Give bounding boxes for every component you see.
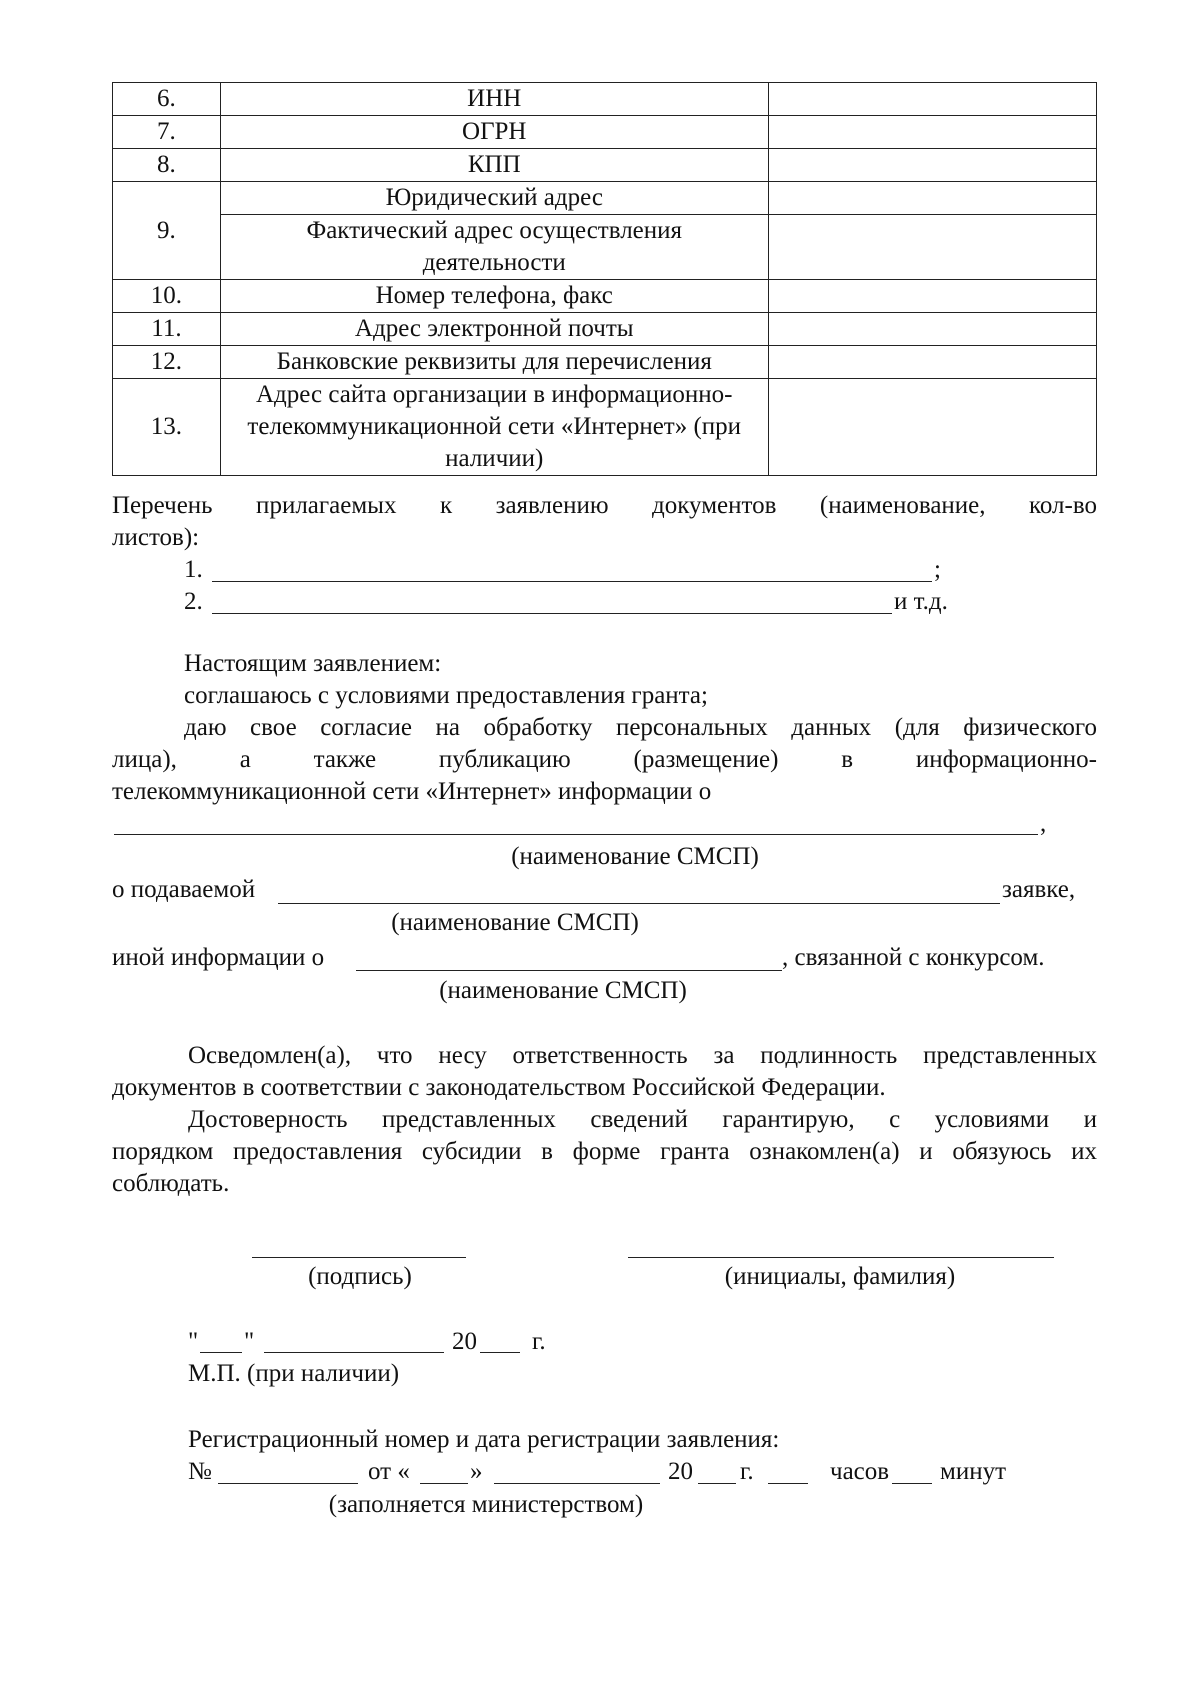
row-value-cell[interactable] — [768, 379, 1096, 476]
submitted-suffix: заявке, — [1002, 876, 1076, 903]
minutes-label: минут — [940, 1458, 1007, 1485]
signature-caption: (подпись) — [308, 1263, 412, 1290]
registration-minutes-field[interactable] — [892, 1483, 932, 1484]
row-number: 13. — [113, 379, 221, 476]
row-label: Банковские реквизиты для перечисления — [220, 346, 768, 379]
table-row — [113, 346, 1097, 379]
table-row — [113, 215, 1097, 280]
attachment-item-end: и т.д. — [894, 588, 948, 615]
registration-year-suffix: г. — [740, 1458, 754, 1485]
row-value-cell[interactable] — [768, 182, 1096, 215]
date-day-field[interactable] — [200, 1352, 242, 1353]
responsibility-p1-line1: Осведомлен(а), что несу ответственность за подлинность представленных — [188, 1042, 1097, 1069]
table-row — [113, 379, 1097, 476]
row-label: ИНН — [220, 83, 768, 116]
row-number: 12. — [113, 346, 221, 379]
row-value-cell[interactable] — [768, 149, 1096, 182]
row-label: Адрес сайта организации в информационно-телекоммуникационной сети «Интернет» (при наличии) — [220, 379, 768, 476]
row-number: 8. — [113, 149, 221, 182]
smsp-name-field-3[interactable] — [356, 970, 782, 971]
row-number: 10. — [113, 280, 221, 313]
table-row — [113, 182, 1097, 215]
name-caption: (инициалы, фамилия) — [724, 1263, 956, 1290]
table-row — [113, 280, 1097, 313]
from-label: от « — [368, 1458, 410, 1485]
hours-label: часов — [830, 1458, 890, 1485]
registration-day-field[interactable] — [420, 1483, 468, 1484]
smsp-name-field-1[interactable] — [114, 834, 1038, 835]
smsp-caption: (наименование СМСП) — [511, 843, 759, 870]
date-year-suffix: г. — [532, 1328, 546, 1355]
registration-caption: (заполняется министерством) — [328, 1491, 644, 1518]
quote-close: » — [470, 1458, 483, 1485]
requisites-table — [112, 82, 1097, 476]
date-year-prefix: 20 — [452, 1328, 477, 1355]
row-label: Номер телефона, факс — [220, 280, 768, 313]
attachment-item-end: ; — [934, 556, 941, 583]
row-label: КПП — [220, 149, 768, 182]
attachments-intro-line1: Перечень прилагаемых к заявлению документов (наименование, кол-во — [112, 492, 1097, 519]
row-number: 11. — [113, 313, 221, 346]
comma: , — [1040, 810, 1047, 837]
number-sign: № — [188, 1458, 212, 1485]
responsibility-p2-line1: Достоверность представленных сведений гарантирую, с условиями и — [188, 1106, 1097, 1133]
stamp-label: М.П. (при наличии) — [188, 1360, 400, 1387]
row-number: 6. — [113, 83, 221, 116]
registration-number-field[interactable] — [218, 1483, 358, 1484]
responsibility-p1-line2: документов в соответствии с законодательством Российской Федерации. — [112, 1074, 886, 1101]
attachment-item-2-field[interactable] — [212, 613, 892, 614]
date-quote-open: " — [188, 1328, 199, 1355]
responsibility-p2-line3: соблюдать. — [112, 1170, 230, 1197]
statement-consent-line1: даю свое согласие на обработку персональных данных (для физического — [184, 714, 1097, 741]
responsibility-p2-line2: порядком предоставления субсидии в форме гранта ознакомлен(а) и обязуюсь их — [112, 1138, 1097, 1165]
statement-consent-line3: телекоммуникационной сети «Интернет» информации о — [112, 778, 712, 805]
smsp-name-field-2[interactable] — [278, 903, 1000, 904]
row-label: ОГРН — [220, 116, 768, 149]
table-row — [113, 83, 1097, 116]
row-label: Адрес электронной почты — [220, 313, 768, 346]
registration-hours-field[interactable] — [768, 1483, 808, 1484]
date-month-field[interactable] — [264, 1352, 444, 1353]
row-value-cell[interactable] — [768, 116, 1096, 149]
smsp-caption: (наименование СМСП) — [391, 909, 639, 936]
attachment-item-number: 2. — [184, 588, 203, 615]
statement-heading: Настоящим заявлением: — [184, 650, 442, 677]
registration-year-prefix: 20 — [668, 1458, 693, 1485]
registration-month-field[interactable] — [494, 1483, 660, 1484]
registration-year-field[interactable] — [698, 1483, 736, 1484]
signature-field[interactable] — [252, 1257, 466, 1258]
row-value-cell[interactable] — [768, 280, 1096, 313]
registration-heading: Регистрационный номер и дата регистрации заявления: — [188, 1426, 780, 1453]
row-value-cell[interactable] — [768, 313, 1096, 346]
attachments-intro-line2: листов): — [112, 524, 200, 551]
statement-agree: соглашаюсь с условиями предоставления гранта; — [184, 682, 708, 709]
table-row — [113, 149, 1097, 182]
table-row — [113, 116, 1097, 149]
statement-consent-line2: лица), а также публикацию (размещение) в информационно- — [112, 746, 1097, 773]
attachment-item-1-field[interactable] — [212, 581, 932, 582]
row-value-cell[interactable] — [768, 346, 1096, 379]
submitted-prefix: о подаваемой — [112, 876, 256, 903]
row-label: Юридический адрес — [220, 182, 768, 215]
row-value-cell[interactable] — [768, 215, 1096, 280]
row-number: 7. — [113, 116, 221, 149]
date-year-field[interactable] — [480, 1352, 520, 1353]
date-quote-close: " — [244, 1328, 255, 1355]
name-field[interactable] — [628, 1257, 1054, 1258]
table-row — [113, 313, 1097, 346]
row-value-cell[interactable] — [768, 83, 1096, 116]
other-info-prefix: иной информации о — [112, 944, 325, 971]
attachment-item-number: 1. — [184, 556, 203, 583]
row-label: Фактический адрес осуществления деятельности — [220, 215, 768, 280]
row-number: 9. — [113, 182, 221, 280]
other-info-suffix: , связанной с конкурсом. — [782, 944, 1045, 971]
smsp-caption: (наименование СМСП) — [439, 977, 687, 1004]
